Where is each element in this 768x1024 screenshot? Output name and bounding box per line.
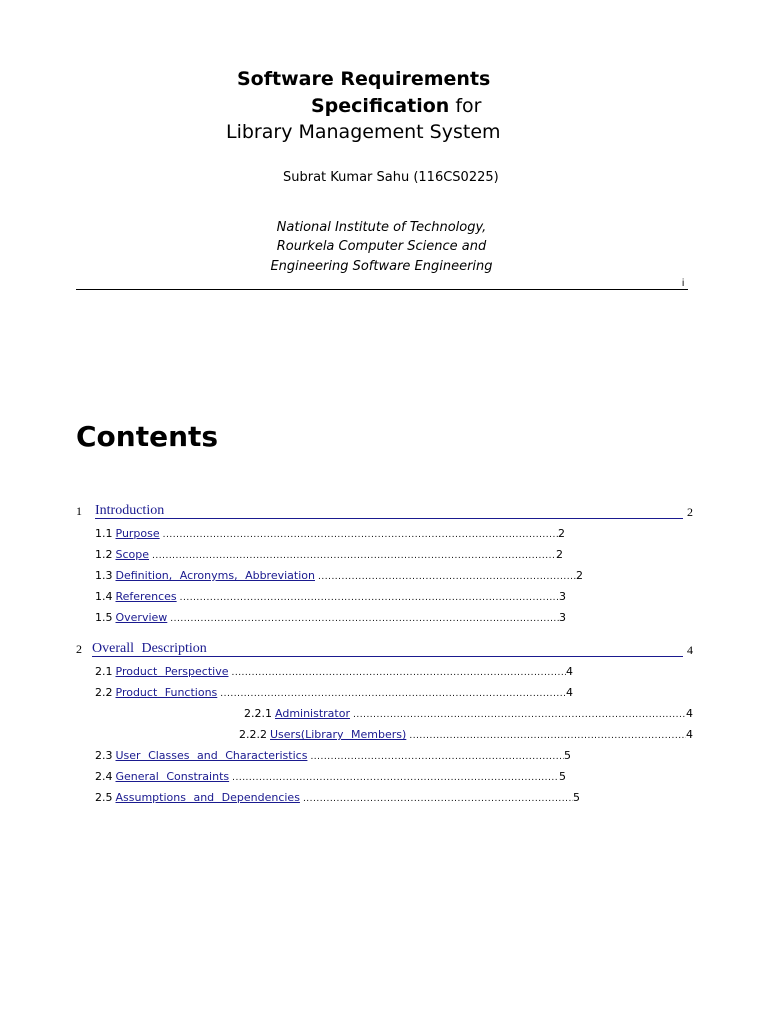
institution-line-3: Engineering Software Engineering xyxy=(270,259,493,274)
toc-leader-dots xyxy=(353,710,686,720)
toc-entry-number: 1.4 xyxy=(95,590,113,603)
toc-entry-number: 1.2 xyxy=(95,548,113,561)
document-title-line-2 xyxy=(311,95,481,117)
toc-leader-dots xyxy=(163,530,558,540)
toc-entry-number: 2.3 xyxy=(95,749,113,762)
toc-entry-references[interactable] xyxy=(95,590,566,605)
toc-entry-administrator[interactable] xyxy=(244,707,693,722)
toc-entry-page: 3 xyxy=(559,590,566,603)
toc-entry-page: 2 xyxy=(558,527,565,540)
toc-entry-link[interactable]: Administrator xyxy=(275,707,350,720)
toc-entry-product-functions[interactable] xyxy=(95,686,573,701)
toc-entry-number: 2.1 xyxy=(95,665,113,678)
document-title-for: for xyxy=(449,95,482,117)
toc-entry-link[interactable]: References xyxy=(115,590,177,603)
toc-leader-dots xyxy=(303,794,573,804)
toc-entry-link[interactable]: User Classes and Characteristics xyxy=(115,749,308,762)
document-title-line-3: Library Management System xyxy=(226,121,501,143)
toc-entry-page: 4 xyxy=(566,686,573,699)
document-title-line-1: Software Requirements xyxy=(237,68,491,90)
institution-line-2: Rourkela Computer Science and xyxy=(276,239,487,254)
institution-line-1: National Institute of Technology, xyxy=(276,220,487,235)
toc-entry-purpose[interactable] xyxy=(95,527,565,542)
contents-heading: Contents xyxy=(76,420,219,453)
toc-entry-page: 3 xyxy=(559,611,566,624)
toc-leader-dots xyxy=(231,668,566,678)
toc-entry-page: 2 xyxy=(576,569,583,582)
toc-entry-link[interactable]: Overview xyxy=(115,611,168,624)
toc-leader-dots xyxy=(180,593,559,603)
toc-entry-page: 5 xyxy=(559,770,566,783)
toc-entry-number: 1.3 xyxy=(95,569,113,582)
toc-chapter-title[interactable]: Overall Description xyxy=(92,641,207,656)
toc-entry-page: 4 xyxy=(686,728,693,741)
toc-chapter-underline xyxy=(95,518,683,519)
toc-entry-number: 2.4 xyxy=(95,770,113,783)
toc-entry-general-constraints[interactable] xyxy=(95,770,566,785)
toc-entry-product-perspective[interactable] xyxy=(95,665,573,680)
toc-chapter-page: 2 xyxy=(687,505,693,519)
toc-leader-dots xyxy=(318,572,576,582)
toc-chapter-number: 1 xyxy=(76,504,82,518)
toc-entry-link[interactable]: General Constraints xyxy=(115,770,230,783)
toc-entry-link[interactable]: Purpose xyxy=(115,527,160,540)
toc-chapter-number: 2 xyxy=(76,642,82,656)
toc-entry-page: 4 xyxy=(686,707,693,720)
toc-entry-number: 2.2.1 xyxy=(244,707,272,720)
toc-chapter-overall-description[interactable] xyxy=(76,641,693,659)
toc-entry-page: 2 xyxy=(556,548,563,561)
toc-entry-page: 5 xyxy=(564,749,571,762)
toc-entry-link[interactable]: Assumptions and Dependencies xyxy=(115,791,300,804)
title-divider xyxy=(76,289,688,290)
toc-chapter-title[interactable]: Introduction xyxy=(95,503,165,518)
toc-entry-link[interactable]: Definition, Acronyms, Abbreviation xyxy=(115,569,315,582)
document-title-specification: Specification xyxy=(311,95,450,117)
toc-leader-dots xyxy=(170,614,559,624)
toc-entry-number: 2.5 xyxy=(95,791,113,804)
toc-leader-dots xyxy=(310,752,564,762)
toc-entry-link[interactable]: Users(Library Members) xyxy=(270,728,407,741)
toc-leader-dots xyxy=(409,731,686,741)
toc-entry-overview[interactable] xyxy=(95,611,566,626)
toc-leader-dots xyxy=(220,689,566,699)
page-number-marker: i xyxy=(682,278,685,289)
toc-entry-link[interactable]: Scope xyxy=(115,548,150,561)
toc-entry-page: 5 xyxy=(573,791,580,804)
toc-entry-link[interactable]: Product Perspective xyxy=(115,665,229,678)
toc-entry-library-members[interactable] xyxy=(239,728,693,743)
author-name: Subrat Kumar Sahu (116CS0225) xyxy=(283,170,499,185)
toc-entry-assumptions[interactable] xyxy=(95,791,580,806)
toc-leader-dots xyxy=(152,551,556,561)
toc-entry-page: 4 xyxy=(566,665,573,678)
toc-entry-scope[interactable] xyxy=(95,548,563,563)
toc-entry-link[interactable]: Product Functions xyxy=(115,686,218,699)
toc-entry-user-classes[interactable] xyxy=(95,749,571,764)
toc-entry-number: 2.2.2 xyxy=(239,728,267,741)
toc-entry-number: 2.2 xyxy=(95,686,113,699)
toc-entry-definitions[interactable] xyxy=(95,569,583,584)
toc-entry-number: 1.5 xyxy=(95,611,113,624)
toc-chapter-page: 4 xyxy=(687,643,693,657)
toc-chapter-underline xyxy=(92,656,683,657)
toc-chapter-introduction[interactable] xyxy=(76,503,693,521)
toc-entry-number: 1.1 xyxy=(95,527,113,540)
toc-leader-dots xyxy=(232,773,559,783)
